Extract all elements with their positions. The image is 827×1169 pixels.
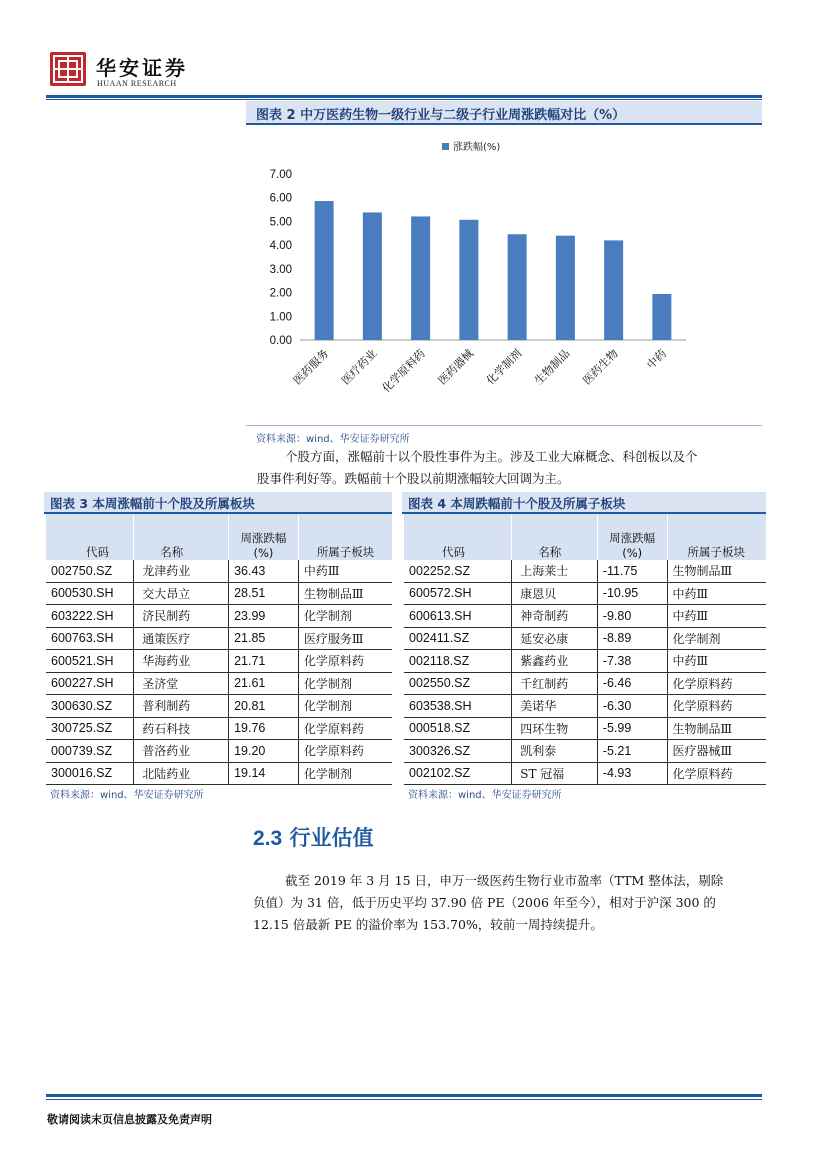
table3-header-pct: 周涨跌幅 (%) <box>229 514 299 560</box>
table4-change-cell: -4.93 <box>597 762 667 785</box>
paragraph2-line1: 截至 2019 年 3 月 15 日，申万一级医药生物行业市盈率（TTM 整体法，剔除 <box>285 873 724 888</box>
brand-english: HUAAN RESEARCH <box>97 79 177 88</box>
bar <box>604 240 623 340</box>
table4-name-cell: 四环生物 <box>512 717 598 740</box>
company-logo <box>50 52 86 86</box>
footer-divider-thin <box>46 1099 762 1100</box>
table4-sector-cell: 生物制品Ⅲ <box>667 560 766 582</box>
footer-divider <box>46 1094 762 1097</box>
table3-row <box>46 605 392 628</box>
table4-header-code: 代码 <box>404 514 512 560</box>
table4-name-cell: 紫鑫药业 <box>512 650 598 673</box>
table4-name-cell: 凯利泰 <box>512 740 598 763</box>
table3-row <box>46 627 392 650</box>
table4-code-cell: 002118.SZ <box>404 650 512 673</box>
legend-label: 涨跌幅(%) <box>453 142 501 153</box>
x-tick-label: 医疗药业 <box>339 346 380 388</box>
table4-row <box>404 560 766 582</box>
x-tick-label: 医药服务 <box>290 346 332 388</box>
table4-name-cell: 神奇制药 <box>512 605 598 628</box>
table4-header-pct: 周涨跌幅 (%) <box>597 514 667 560</box>
table4-code-cell: 002252.SZ <box>404 560 512 582</box>
table3-change-cell: 19.76 <box>229 717 299 740</box>
table3-change-cell: 19.14 <box>229 762 299 785</box>
table4-code-cell: 002550.SZ <box>404 672 512 695</box>
table4-header-name: 名称 <box>512 514 598 560</box>
table4-row <box>404 762 766 785</box>
table3-sector-cell: 化学制剂 <box>298 695 392 718</box>
table4 <box>404 514 766 785</box>
table3-code-cell: 300725.SZ <box>46 717 134 740</box>
table3-row <box>46 695 392 718</box>
paragraph2-line2: 负值）为 31 倍，低于历史平均 37.90 倍 PE（2006 年至今），相对于沪深 300 的 <box>253 895 716 910</box>
table4-name-cell: 千红制药 <box>512 672 598 695</box>
table3-row <box>46 650 392 673</box>
bar <box>652 294 671 340</box>
table3-change-cell: 20.81 <box>229 695 299 718</box>
table3-code-cell: 600521.SH <box>46 650 134 673</box>
table3-name-cell: 圣济堂 <box>134 672 229 695</box>
table4-sector-cell: 中药Ⅲ <box>667 650 766 673</box>
table4-source: 资料来源：wind、华安证券研究所 <box>408 790 562 801</box>
table3-code-cell: 603222.SH <box>46 605 134 628</box>
bar <box>315 201 334 340</box>
logo-mark-icon <box>50 52 86 86</box>
table4-title: 图表 4 本周跌幅前十个股及所属子板块 <box>408 496 626 511</box>
table3-change-cell: 28.51 <box>229 582 299 605</box>
table4-code-cell: 600572.SH <box>404 582 512 605</box>
y-tick-label: 3.00 <box>269 263 292 276</box>
table4-change-cell: -10.95 <box>597 582 667 605</box>
section-title: 行业估值 <box>289 826 374 850</box>
bar <box>508 234 527 340</box>
table3-sector-cell: 化学制剂 <box>298 605 392 628</box>
table4-change-cell: -7.38 <box>597 650 667 673</box>
legend-swatch <box>442 143 449 150</box>
table4-sector-cell: 生物制品Ⅲ <box>667 717 766 740</box>
y-tick-label: 6.00 <box>269 192 292 205</box>
table4-name-cell: 康恩贝 <box>512 582 598 605</box>
table4-sector-cell: 医疗器械Ⅲ <box>667 740 766 763</box>
table4-name-cell: ST 冠福 <box>512 762 598 785</box>
bar <box>459 220 478 340</box>
table4-sector-cell: 中药Ⅲ <box>667 582 766 605</box>
header-divider-thin <box>46 99 762 100</box>
table4-code-cell: 300326.SZ <box>404 740 512 763</box>
table4-change-cell: -5.99 <box>597 717 667 740</box>
x-tick-label: 中药 <box>644 346 669 372</box>
table3 <box>46 514 392 785</box>
table3-name-cell: 普利制药 <box>134 695 229 718</box>
table3-change-cell: 19.20 <box>229 740 299 763</box>
section-heading <box>253 822 374 852</box>
paragraph1-line1: 个股方面，涨幅前十以个股性事件为主。涉及工业大麻概念、科创板以及个 <box>285 449 698 464</box>
table3-change-cell: 21.71 <box>229 650 299 673</box>
table3-sector-cell: 化学制剂 <box>298 672 392 695</box>
table3-sector-cell: 化学原料药 <box>298 740 392 763</box>
table3-name-cell: 济民制药 <box>134 605 229 628</box>
table3-sector-cell: 中药Ⅲ <box>298 560 392 582</box>
x-tick-label: 医药生物 <box>580 346 621 388</box>
table4-sector-cell: 中药Ⅲ <box>667 605 766 628</box>
table4-row <box>404 605 766 628</box>
table3-name-cell: 华海药业 <box>134 650 229 673</box>
table4-sector-cell: 化学原料药 <box>667 672 766 695</box>
y-tick-label: 1.00 <box>269 311 292 324</box>
table3-code-cell: 000739.SZ <box>46 740 134 763</box>
table3-name-cell: 北陆药业 <box>134 762 229 785</box>
table3-row <box>46 582 392 605</box>
table3-code-cell: 300630.SZ <box>46 695 134 718</box>
table3-code-cell: 600530.SH <box>46 582 134 605</box>
table4-code-cell: 600613.SH <box>404 605 512 628</box>
table3-row <box>46 717 392 740</box>
figure2-source-divider <box>246 425 762 426</box>
x-tick-label: 化学原料药 <box>379 346 428 396</box>
table4-change-cell: -9.80 <box>597 605 667 628</box>
table4-code-cell: 002102.SZ <box>404 762 512 785</box>
disclaimer-note: 敬请阅读末页信息披露及免责声明 <box>47 1113 212 1126</box>
table4-change-cell: -6.30 <box>597 695 667 718</box>
table3-code-cell: 600227.SH <box>46 672 134 695</box>
table4-code-cell: 000518.SZ <box>404 717 512 740</box>
table4-sector-cell: 化学原料药 <box>667 762 766 785</box>
table3-change-cell: 23.99 <box>229 605 299 628</box>
table3-sector-cell: 化学原料药 <box>298 717 392 740</box>
table3-header-code: 代码 <box>46 514 134 560</box>
table3-sector-cell: 医疗服务Ⅲ <box>298 627 392 650</box>
figure2-source: 资料来源：wind、华安证券研究所 <box>256 434 410 445</box>
table3-sector-cell: 化学制剂 <box>298 762 392 785</box>
table3-row <box>46 672 392 695</box>
table3-name-cell: 交大昂立 <box>134 582 229 605</box>
table4-row <box>404 582 766 605</box>
table4-row <box>404 627 766 650</box>
table4-code-cell: 002411.SZ <box>404 627 512 650</box>
table4-name-cell: 美诺华 <box>512 695 598 718</box>
table3-code-cell: 300016.SZ <box>46 762 134 785</box>
table4-change-cell: -5.21 <box>597 740 667 763</box>
table4-code-cell: 603538.SH <box>404 695 512 718</box>
y-tick-label: 4.00 <box>269 240 292 253</box>
table3-source: 资料来源：wind、华安证券研究所 <box>50 790 204 801</box>
section-number: 2.3 <box>253 827 283 850</box>
table4-row <box>404 672 766 695</box>
y-tick-label: 7.00 <box>269 169 292 181</box>
table3-row <box>46 740 392 763</box>
table3-code-cell: 600763.SH <box>46 627 134 650</box>
table4-change-cell: -8.89 <box>597 627 667 650</box>
table3-name-cell: 通策医疗 <box>134 627 229 650</box>
x-tick-label: 生物制品 <box>532 346 573 388</box>
figure2-title: 图表 2 中万医药生物一级行业与二级子行业周涨跌幅对比（%） <box>256 108 626 123</box>
table4-row <box>404 650 766 673</box>
table3-name-cell: 龙津药业 <box>134 560 229 582</box>
x-tick-label: 医药器械 <box>435 346 476 388</box>
table4-change-cell: -11.75 <box>597 560 667 582</box>
bar <box>411 216 430 340</box>
y-tick-label: 2.00 <box>269 287 292 300</box>
table4-header-sector: 所属子板块 <box>667 514 766 560</box>
table3-code-cell: 002750.SZ <box>46 560 134 582</box>
bar <box>556 236 575 340</box>
x-tick-label: 化学制剂 <box>483 346 525 388</box>
brand-name: 华安证券 <box>96 56 188 80</box>
y-tick-label: 5.00 <box>269 216 292 229</box>
bar-chart <box>246 126 762 416</box>
table3-name-cell: 药石科技 <box>134 717 229 740</box>
table4-name-cell: 延安必康 <box>512 627 598 650</box>
table3-row <box>46 762 392 785</box>
table3-change-cell: 21.61 <box>229 672 299 695</box>
table4-sector-cell: 化学原料药 <box>667 695 766 718</box>
table4-name-cell: 上海莱士 <box>512 560 598 582</box>
table4-sector-cell: 化学制剂 <box>667 627 766 650</box>
table3-sector-cell: 化学原料药 <box>298 650 392 673</box>
paragraph2-line3: 12.15 倍最新 PE 的溢价率为 153.70%，较前一周持续提升。 <box>253 917 603 932</box>
table3-change-cell: 21.85 <box>229 627 299 650</box>
table3-header-name: 名称 <box>134 514 229 560</box>
table3-title: 图表 3 本周涨幅前十个股及所属板块 <box>50 496 255 511</box>
table4-row <box>404 740 766 763</box>
header-divider <box>46 95 762 98</box>
bar <box>363 212 382 340</box>
table3-header-sector: 所属子板块 <box>298 514 392 560</box>
table3-sector-cell: 生物制品Ⅲ <box>298 582 392 605</box>
table4-row <box>404 695 766 718</box>
y-tick-label: 0.00 <box>269 335 292 347</box>
table4-row <box>404 717 766 740</box>
table3-change-cell: 36.43 <box>229 560 299 582</box>
table3-row <box>46 560 392 582</box>
paragraph1-line2: 股事件利好等。跌幅前十个股以前期涨幅较大回调为主。 <box>257 471 570 486</box>
table3-name-cell: 普洛药业 <box>134 740 229 763</box>
table4-change-cell: -6.46 <box>597 672 667 695</box>
